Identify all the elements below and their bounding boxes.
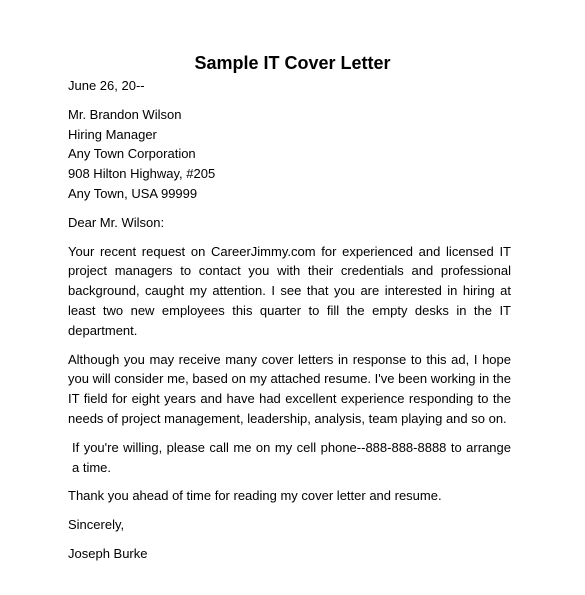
closing: Sincerely, bbox=[68, 517, 125, 533]
paragraph-contact: If you're willing, please call me on my cell phone--888-888-8888 to arrange a time. bbox=[72, 439, 511, 475]
paragraph-thanks: Thank you ahead of time for reading my cover letter and resume. bbox=[68, 488, 442, 504]
recipient-street: 908 Hilton Highway, #205 bbox=[68, 166, 216, 182]
recipient-address bbox=[68, 105, 511, 204]
paragraph-intro: Your recent request on CareerJimmy.com for experienced and licensed IT project managers to contact you with their credentials and professional background, caught my attention. I see that you are interested in hiring at least two new employees this quarter to fill the empty desks in the IT department. bbox=[68, 243, 511, 338]
recipient-city: Any Town, USA 99999 bbox=[68, 185, 198, 201]
salutation: Dear Mr. Wilson: bbox=[68, 214, 165, 230]
paragraph-experience: Although you may receive many cover letters in response to this ad, I hope you will consider me, based on my attached resume. I've been working in the IT field for eight years and have had excellent experience responding to the needs of project management, leadership, analysis, team playing and so on. bbox=[68, 351, 511, 426]
recipient-company: Any Town Corporation bbox=[68, 146, 196, 162]
signature-name: Joseph Burke bbox=[68, 545, 148, 561]
recipient-name: Mr. Brandon Wilson bbox=[68, 106, 182, 122]
letter-body bbox=[68, 76, 511, 564]
recipient-position: Hiring Manager bbox=[68, 126, 157, 142]
page-title: Sample IT Cover Letter bbox=[194, 53, 391, 73]
letter-date: June 26, 20-- bbox=[68, 78, 145, 93]
